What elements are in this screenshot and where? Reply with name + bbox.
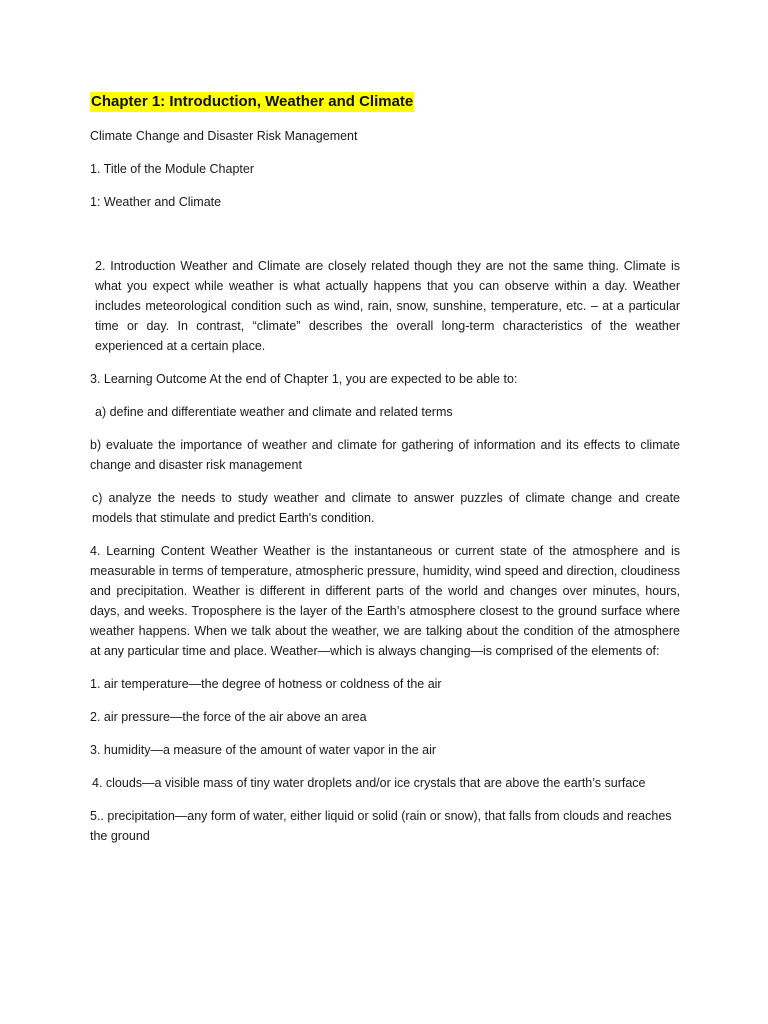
element-precipitation: 5.. precipitation—any form of water, either liquid or solid (rain or snow), that falls from clouds and reaches the ground [90, 809, 672, 843]
module-title: 1: Weather and Climate [90, 195, 222, 209]
learning-content-paragraph: 4. Learning Content Weather Weather is the instantaneous or current state of the atmosphere and is measurable in terms of temperature, atmospheric pressure, humidity, wind speed and direction, cloudiness and precipitation. Weather is different in different parts of the world and changes over minutes, hours, days, and weeks. Troposphere is the layer of the Earth’s atmosphere closest to the ground surface where weather happens. When we talk about the weather, we are talking about the condition of the atmosphere at any particular time and place. Weather—which is always changing—is comprised of the elements of: [90, 544, 680, 658]
outcome-a: a) define and differentiate weather and climate and related terms [95, 405, 453, 419]
module-title-heading: 1. Title of the Module Chapter [90, 162, 254, 176]
element-air-pressure: 2. air pressure—the force of the air above an area [90, 710, 367, 724]
document-page [90, 92, 680, 859]
learning-outcome-heading: 3. Learning Outcome At the end of Chapter 1, you are expected to be able to: [90, 372, 518, 386]
element-humidity: 3. humidity—a measure of the amount of water vapor in the air [90, 743, 437, 757]
spacer [90, 225, 680, 256]
outcome-b: b) evaluate the importance of weather and climate for gathering of information and its effects to climate change and disaster risk management [90, 438, 680, 472]
element-clouds: 4. clouds—a visible mass of tiny water droplets and/or ice crystals that are above the earth’s surface [92, 776, 646, 790]
chapter-title: Chapter 1: Introduction, Weather and Climate [91, 93, 414, 110]
introduction-paragraph: 2. Introduction Weather and Climate are closely related though they are not the same thing. Climate is what you expect while weather is what actually happens that you can observe within a day. Weather includes meteorological condition such as wind, rain, snow, sunshine, temperature, etc. – at a particular time or day. In contrast, “climate” describes the overall long-term characteristics of the weather experienced at a certain place. [95, 259, 680, 353]
course-name: Climate Change and Disaster Risk Management [90, 129, 358, 143]
outcome-c: c) analyze the needs to study weather and climate to answer puzzles of climate change and create models that stimulate and predict Earth's condition. [92, 491, 680, 525]
element-air-temperature: 1. air temperature—the degree of hotness or coldness of the air [90, 677, 442, 691]
